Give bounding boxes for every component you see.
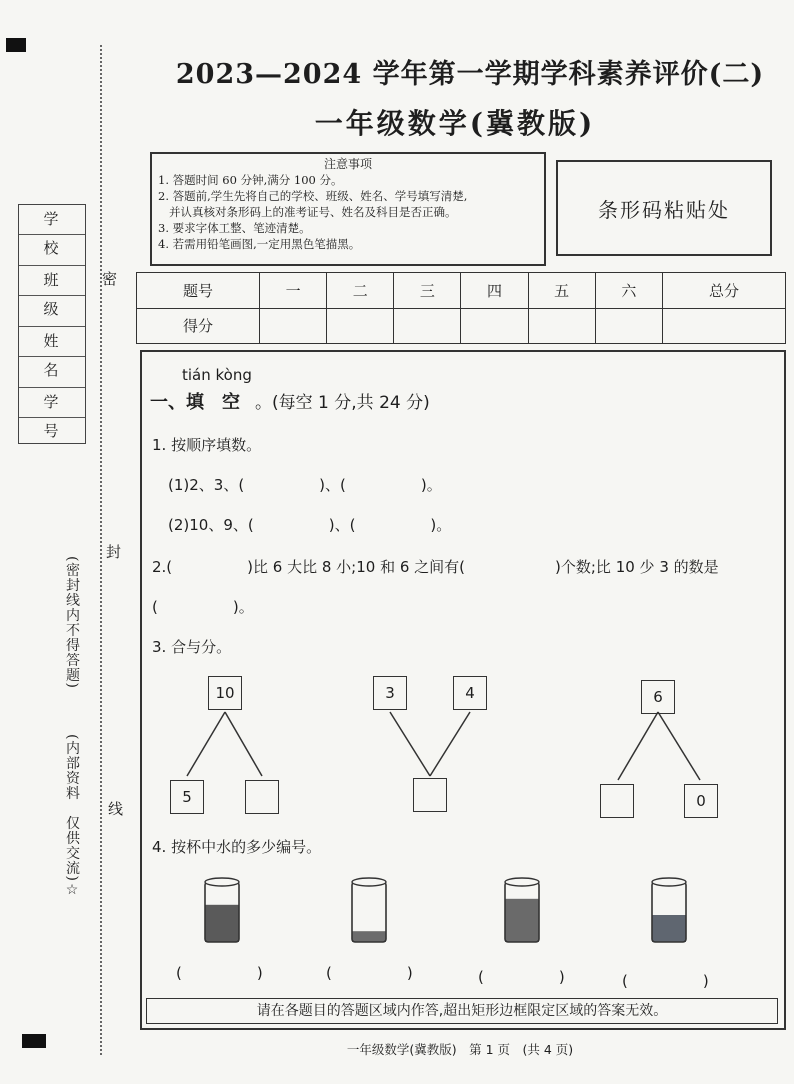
score-cell[interactable]: [662, 308, 785, 344]
score-cell[interactable]: [528, 308, 595, 344]
cup-rim-1: [205, 878, 239, 886]
student-info-class-label: 班 级: [19, 266, 85, 296]
tree3-left-box[interactable]: [600, 784, 634, 818]
tree3-right-box: 0: [684, 784, 718, 818]
student-info-school-label: 学 校: [19, 205, 85, 235]
score-header-cell: 三: [394, 273, 461, 309]
score-cell[interactable]: [394, 308, 461, 344]
score-cell[interactable]: [595, 308, 662, 344]
q3-label: 3. 合与分。: [152, 638, 232, 656]
q2-line2[interactable]: ( )。: [152, 598, 254, 616]
score-header-cell: 总分: [662, 273, 785, 309]
seal-dotted-line: [100, 45, 102, 1055]
score-header-cell: 五: [528, 273, 595, 309]
page-title: 2023—2024 学年第一学期学科素养评价(二): [175, 59, 765, 90]
cup-rim-3: [505, 878, 539, 886]
tree1-left-box: 5: [170, 780, 204, 814]
score-table-score-row: [137, 308, 786, 344]
cup-answer-blank[interactable]: ( ): [176, 964, 263, 982]
notice-item: 1. 答题时间 60 分钟,满分 100 分。: [158, 173, 343, 187]
internal-material-note: (内部资料 仅供交流)☆: [64, 734, 80, 899]
cup-answer-blank[interactable]: ( ): [326, 964, 413, 982]
score-header-cell: 四: [461, 273, 528, 309]
q1-line1[interactable]: (1)2、3、( )、( )。: [168, 476, 442, 494]
seal-char-mi: 密: [102, 270, 118, 288]
notice-box: [150, 152, 546, 266]
score-row-label: 得分: [137, 308, 260, 344]
notice-item: 3. 要求字体工整、笔迹清楚。: [158, 221, 311, 235]
score-header-cell: 题号: [137, 273, 260, 309]
student-info-column: [18, 204, 86, 444]
tree1-top-box: 10: [208, 676, 242, 710]
student-info-id-label: 学 号: [19, 388, 85, 418]
section-heading: 一、填 空: [150, 392, 240, 413]
cup-water-3: [505, 899, 539, 942]
no-answer-note: (密封线内不得答题): [64, 556, 80, 689]
notice-heading: 注意事项: [323, 157, 372, 171]
tree3-top-box: 6: [641, 680, 675, 714]
cup-answer-blank[interactable]: ( ): [622, 972, 709, 990]
registration-mark-bottom: [22, 1034, 46, 1048]
score-table: [136, 272, 786, 344]
tree2-bottom-box[interactable]: [413, 778, 447, 812]
score-header-cell: 二: [327, 273, 394, 309]
notice-item: 并认真核对条形码上的准考证号、姓名及科目是否正确。: [158, 205, 457, 219]
cup-water-1: [205, 905, 239, 942]
water-cups: [200, 876, 760, 952]
tree2-right-top-box: 4: [453, 676, 487, 710]
cup-rim-4: [652, 878, 686, 886]
answer-area-warning: 请在各题目的答题区域内作答,超出矩形边框限定区域的答案无效。: [146, 998, 778, 1024]
page-footer: 一年级数学(冀教版) 第 1 页 (共 4 页): [346, 1042, 574, 1057]
cup-water-2: [352, 931, 386, 942]
score-cell[interactable]: [327, 308, 394, 344]
student-info-name-label: 姓 名: [19, 327, 85, 357]
tree2-left-top-box: 3: [373, 676, 407, 710]
cup-water-4: [652, 915, 686, 942]
tree1-right-box[interactable]: [245, 780, 279, 814]
notice-item: 4. 若需用铅笔画图,一定用黑色笔描黑。: [158, 237, 361, 251]
barcode-area: 条形码粘贴处: [556, 160, 772, 256]
q1-label: 1. 按顺序填数。: [152, 436, 262, 454]
q2-line1[interactable]: 2.( )比 6 大比 8 小;10 和 6 之间有( )个数;比 10 少 3 的数是: [152, 558, 719, 576]
page-subtitle: 一年级数学(冀教版): [314, 107, 596, 140]
section-score-note: 。(每空 1 分,共 24 分): [255, 393, 430, 413]
seal-char-xian: 线: [108, 800, 124, 818]
seal-char-feng: 封: [106, 543, 122, 561]
q4-label: 4. 按杯中水的多少编号。: [152, 838, 322, 856]
score-cell[interactable]: [461, 308, 528, 344]
score-cell[interactable]: [260, 308, 327, 344]
registration-mark-top: [6, 38, 26, 52]
q1-line2[interactable]: (2)10、9、( )、( )。: [168, 516, 452, 534]
score-header-cell: 一: [260, 273, 327, 309]
notice-item: 2. 答题前,学生先将自己的学校、班级、姓名、学号填写清楚,: [158, 189, 468, 203]
cup-rim-2: [352, 878, 386, 886]
score-table-header-row: [137, 273, 786, 309]
score-header-cell: 六: [595, 273, 662, 309]
cup-answer-blank[interactable]: ( ): [478, 968, 565, 986]
section-pinyin: tián kòng: [182, 366, 252, 384]
